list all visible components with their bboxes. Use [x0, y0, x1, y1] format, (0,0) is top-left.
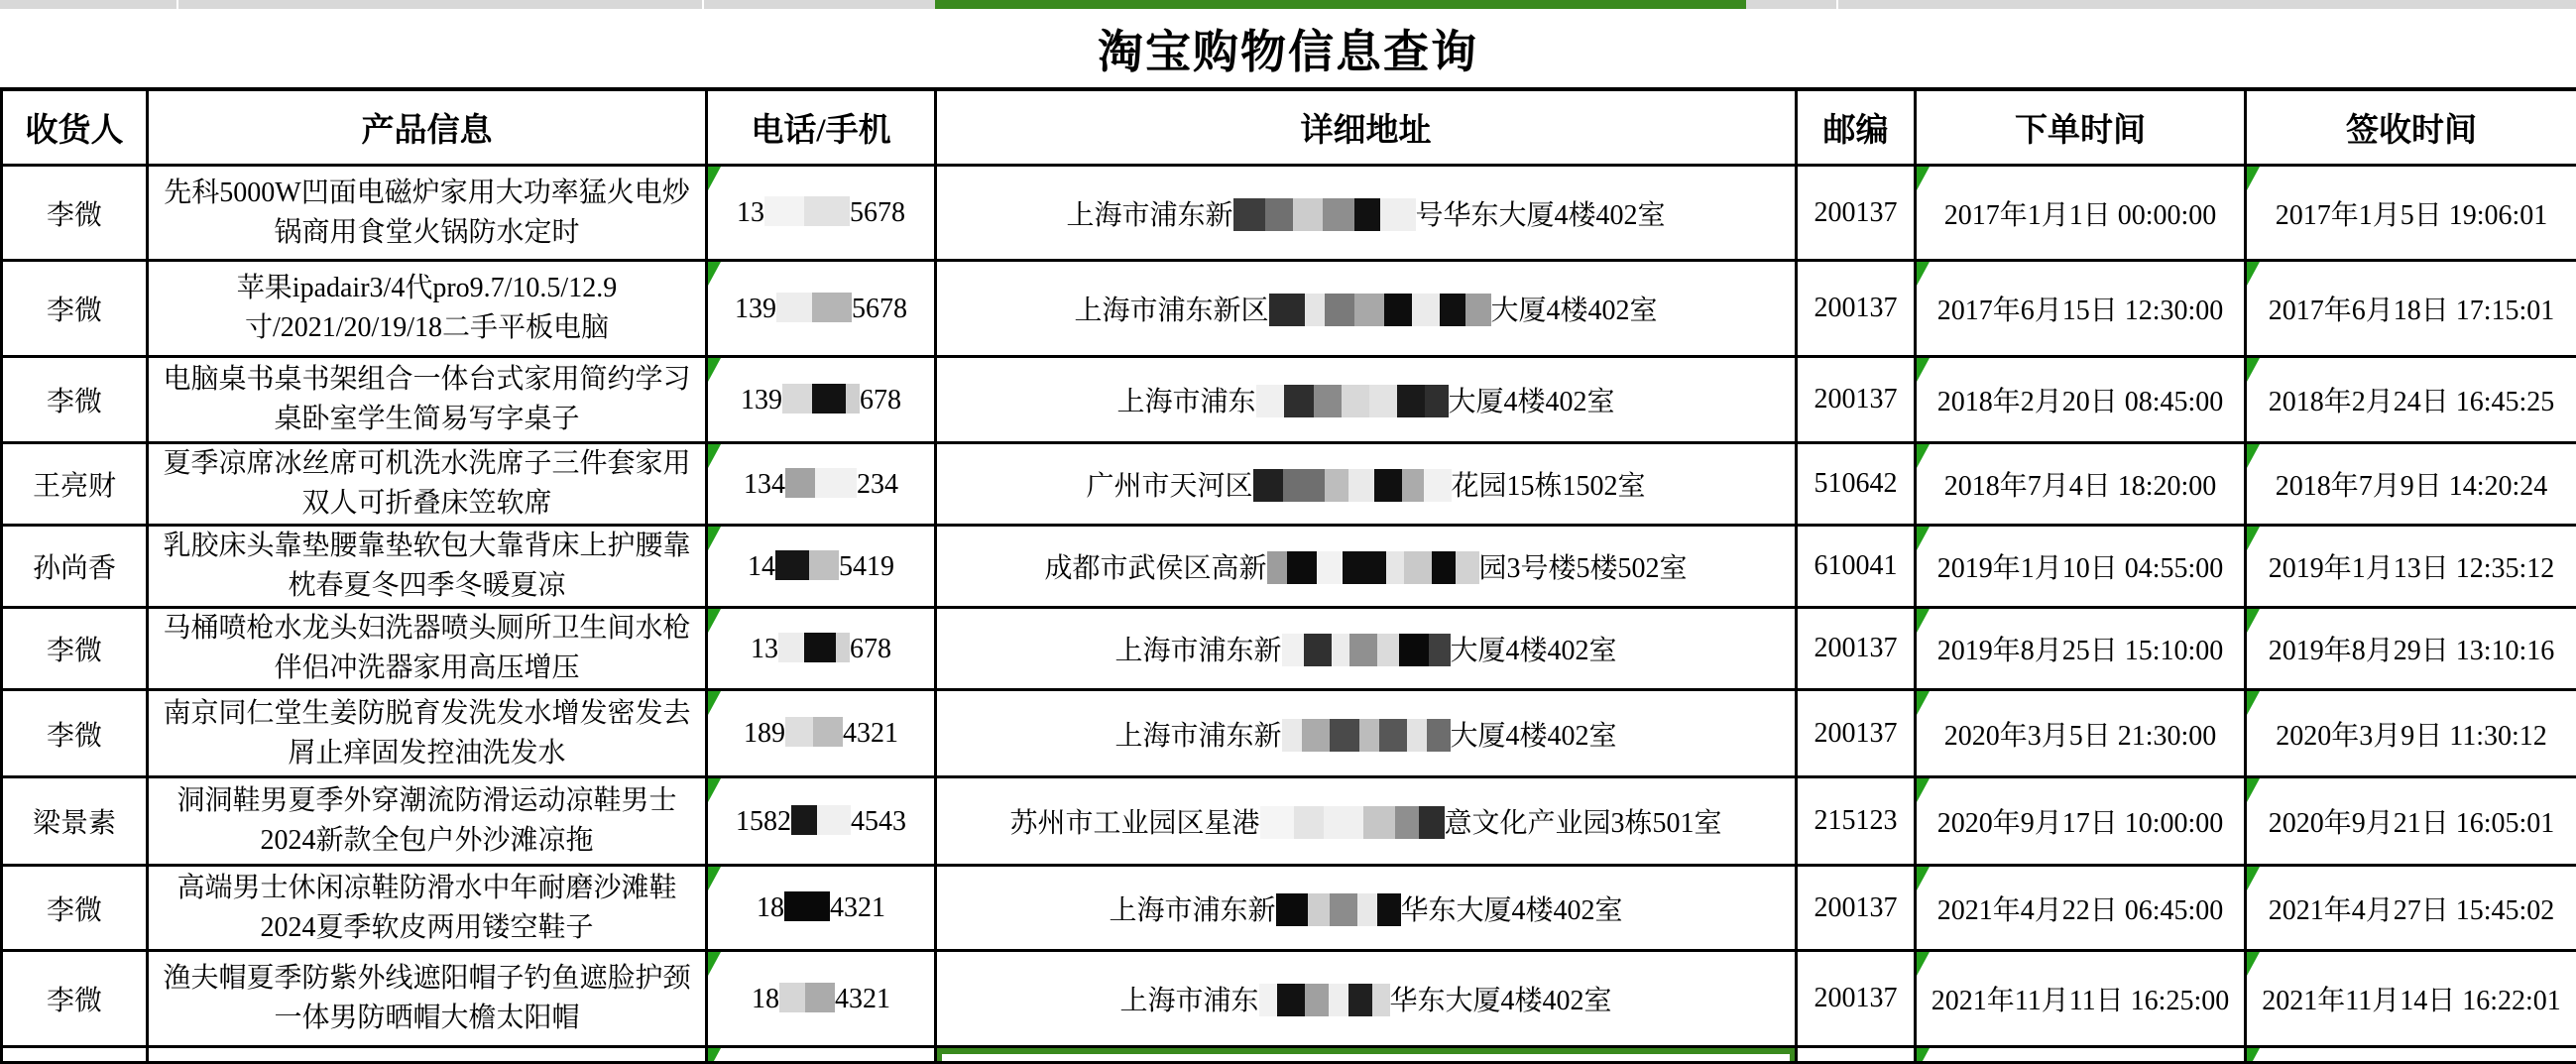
order-time-text: 2019年1月10日 04:55:00 — [1937, 553, 2224, 584]
visible-text: 678 — [860, 385, 901, 415]
redaction-block — [785, 468, 815, 498]
cell-receipt-time[interactable] — [2246, 166, 2576, 261]
redaction-block — [812, 293, 852, 322]
redaction-block — [1348, 469, 1374, 502]
cell-recipient[interactable]: 李微 — [2, 951, 148, 1047]
cell-order-time[interactable] — [1916, 166, 2246, 261]
cell-flag-triangle-icon — [1917, 527, 1930, 550]
cell-order-time[interactable] — [1916, 261, 2246, 357]
visible-text: 4321 — [843, 718, 898, 749]
strip-segment — [0, 0, 176, 9]
cell-recipient[interactable]: 李微 — [2, 690, 148, 777]
cell-order-time[interactable] — [1916, 777, 2246, 866]
cell-address[interactable] — [936, 951, 1797, 1047]
visible-text: 大厦4楼402室 — [1451, 721, 1617, 752]
cell-address[interactable] — [936, 357, 1797, 443]
cell-address[interactable] — [936, 443, 1797, 526]
page-title: 淘宝购物信息查询 — [1098, 16, 1478, 81]
receipt-time-text: 2018年7月9日 14:20:24 — [2276, 471, 2548, 502]
redaction-block — [779, 983, 805, 1012]
cell-recipient[interactable]: 李微 — [2, 866, 148, 951]
visible-text: 苏州市工业园区星港 — [1009, 808, 1259, 839]
redaction-block — [805, 983, 835, 1012]
cell-recipient[interactable]: 李微 — [2, 357, 148, 443]
redaction-block — [1253, 469, 1283, 502]
redaction-block — [1332, 634, 1349, 666]
cell-address[interactable] — [936, 166, 1797, 261]
redaction-block — [1419, 806, 1445, 839]
receipt-time-text: 2019年1月13日 12:35:12 — [2269, 553, 2555, 584]
visible-text: 18 — [752, 984, 779, 1014]
strip-segment — [178, 0, 702, 9]
receipt-time-text: 2017年6月18日 17:15:01 — [2269, 296, 2555, 326]
visible-text: 上海市浦东 — [1116, 387, 1255, 417]
table-row — [2, 608, 2576, 690]
redaction-block — [1456, 551, 1479, 584]
cell-zip[interactable]: 510642 — [1797, 443, 1916, 526]
cell-zip[interactable]: 200137 — [1797, 690, 1916, 777]
redaction-block — [1397, 385, 1425, 417]
cell-flag-triangle-icon — [2247, 527, 2260, 550]
redaction-block — [1402, 469, 1424, 502]
cell-order-time[interactable] — [1916, 866, 2246, 951]
redaction-block — [1305, 294, 1325, 326]
redaction-block — [1305, 984, 1329, 1016]
cell-phone[interactable] — [707, 777, 936, 866]
cell-flag-triangle-icon — [708, 1048, 721, 1063]
redaction-block — [1282, 719, 1302, 752]
redaction-block — [1363, 806, 1395, 839]
cell-address[interactable] — [936, 526, 1797, 608]
redaction-block — [1259, 984, 1277, 1016]
redaction-block — [1323, 198, 1354, 231]
visible-text: 5678 — [852, 294, 907, 324]
table-row-partial — [2, 1047, 2576, 1063]
cell-address[interactable] — [936, 777, 1797, 866]
cell-receipt-time[interactable] — [2246, 443, 2576, 526]
cell-receipt-time[interactable] — [2246, 608, 2576, 690]
cell-flag-triangle-icon — [1917, 609, 1930, 633]
header-recipient[interactable]: 收货人 — [2, 89, 148, 166]
redaction-block — [1348, 984, 1372, 1016]
visible-text: 134 — [744, 469, 785, 500]
cell-product[interactable]: 马桶喷枪水龙头妇洗器喷头厕所卫生间水枪伴侣冲洗器家用高压增压 — [148, 608, 707, 690]
table-row — [2, 951, 2576, 1047]
table-row — [2, 777, 2576, 866]
redaction-block — [1380, 198, 1416, 231]
redaction-block — [784, 891, 830, 921]
cell-flag-triangle-icon — [1917, 691, 1930, 715]
cell-flag-triangle-icon — [708, 358, 721, 382]
cell-flag-triangle-icon — [2247, 444, 2260, 468]
redaction-block — [1359, 719, 1379, 752]
receipt-time-text: 2020年3月9日 11:30:12 — [2276, 721, 2547, 752]
cell-address[interactable] — [936, 690, 1797, 777]
cell-order-time[interactable] — [1916, 443, 2246, 526]
redaction-block — [1384, 294, 1412, 326]
cell-product[interactable]: 洞洞鞋男夏季外穿潮流防滑运动凉鞋男士2024新款全包户外沙滩凉拖 — [148, 777, 707, 866]
table-row — [2, 166, 2576, 261]
cell-receipt-time[interactable] — [2246, 1047, 2576, 1063]
cell-recipient[interactable] — [2, 1047, 148, 1063]
redaction-block — [1399, 634, 1429, 666]
cell-product[interactable]: 高端男士休闲凉鞋防滑水中年耐磨沙滩鞋2024夏季软皮两用镂空鞋子 — [148, 866, 707, 951]
cell-receipt-time[interactable] — [2246, 951, 2576, 1047]
cell-flag-triangle-icon — [1917, 778, 1930, 802]
header-phone[interactable]: 电话/手机 — [707, 89, 936, 166]
visible-text: 花园15栋1502室 — [1452, 471, 1646, 502]
cell-phone[interactable] — [707, 608, 936, 690]
redaction-block — [1302, 719, 1330, 752]
order-time-text: 2017年6月15日 12:30:00 — [1937, 296, 2224, 326]
visible-text: 4321 — [830, 892, 885, 923]
cell-order-time[interactable] — [1916, 357, 2246, 443]
cell-flag-triangle-icon — [2247, 1048, 2260, 1063]
order-time-text: 2019年8月25日 15:10:00 — [1937, 636, 2224, 666]
cell-flag-triangle-icon — [2247, 952, 2260, 976]
redaction-block — [1294, 806, 1324, 839]
redaction-block — [1293, 198, 1323, 231]
visible-text: 大厦4楼402室 — [1491, 296, 1658, 326]
redaction-block — [1412, 294, 1440, 326]
cell-flag-triangle-icon — [1917, 167, 1930, 190]
header-product[interactable]: 产品信息 — [148, 89, 707, 166]
cell-flag-triangle-icon — [708, 262, 721, 286]
visible-text: 上海市浦东新 — [1066, 200, 1232, 231]
cell-flag-triangle-icon — [2247, 867, 2260, 890]
redaction-block — [1317, 551, 1343, 584]
visible-text: 4321 — [835, 984, 890, 1014]
redaction-block — [1265, 198, 1293, 231]
cell-flag-triangle-icon — [708, 778, 721, 802]
redaction-block — [1354, 198, 1380, 231]
redaction-block — [1369, 385, 1397, 417]
order-time-text: 2020年9月17日 10:00:00 — [1937, 808, 2224, 839]
cell-phone[interactable] — [707, 357, 936, 443]
redaction-block — [1377, 893, 1401, 926]
redaction-block — [1324, 806, 1363, 839]
cell-zip[interactable]: 610041 — [1797, 526, 1916, 608]
receipt-time-text: 2017年1月5日 19:06:01 — [2276, 200, 2548, 231]
cell-receipt-time[interactable] — [2246, 866, 2576, 951]
cell-recipient[interactable]: 梁景素 — [2, 777, 148, 866]
visible-text: 华东大厦4楼402室 — [1390, 986, 1612, 1016]
visible-text: 园3号楼5楼502室 — [1479, 553, 1688, 584]
cell-product[interactable]: 夏季凉席冰丝席可机洗水洗席子三件套家用双人可折叠床笠软席 — [148, 443, 707, 526]
cell-phone[interactable] — [707, 690, 936, 777]
cell-order-time[interactable] — [1916, 690, 2246, 777]
cell-phone[interactable] — [707, 1047, 936, 1063]
cell-flag-triangle-icon — [1917, 1048, 1930, 1063]
header-zip[interactable]: 邮编 — [1797, 89, 1916, 166]
cell-address[interactable] — [936, 261, 1797, 357]
redaction-block — [1256, 385, 1284, 417]
visible-text: 139 — [741, 385, 782, 415]
cell-flag-triangle-icon — [708, 952, 721, 976]
table-row — [2, 261, 2576, 357]
redaction-block — [1354, 294, 1384, 326]
redaction-block — [1267, 551, 1287, 584]
cell-zip[interactable]: 200137 — [1797, 166, 1916, 261]
cell-zip[interactable]: 200137 — [1797, 357, 1916, 443]
cell-phone[interactable] — [707, 526, 936, 608]
redaction-block — [1465, 294, 1491, 326]
cell-flag-triangle-icon — [708, 527, 721, 550]
redaction-block — [813, 717, 843, 747]
visible-text: 上海市浦东新 — [1114, 636, 1281, 666]
redaction-block — [764, 196, 804, 226]
cell-zip[interactable]: 200137 — [1797, 951, 1916, 1047]
visible-text: 意文化产业园3栋501室 — [1445, 808, 1722, 839]
cell-flag-triangle-icon — [708, 691, 721, 715]
cell-flag-triangle-icon — [2247, 358, 2260, 382]
redaction-block — [804, 196, 850, 226]
title-band — [0, 9, 2576, 87]
visible-text: 上海市浦东新 — [1114, 721, 1281, 752]
redaction-block — [791, 805, 817, 835]
cell-receipt-time[interactable] — [2246, 690, 2576, 777]
order-time-text: 2018年2月20日 08:45:00 — [1937, 387, 2224, 417]
visible-text: 上海市浦东新区 — [1074, 296, 1268, 326]
cell-address[interactable] — [936, 866, 1797, 951]
table-row — [2, 690, 2576, 777]
visible-text: 18 — [757, 892, 784, 923]
cell-product[interactable] — [148, 1047, 707, 1063]
redaction-block — [1407, 719, 1427, 752]
cell-receipt-time[interactable] — [2246, 777, 2576, 866]
cell-address[interactable] — [936, 608, 1797, 690]
redaction-block — [1233, 198, 1265, 231]
strip-segment — [1838, 0, 2576, 9]
cell-flag-triangle-icon — [2247, 167, 2260, 190]
visible-text: 号华东大厦4楼402室 — [1416, 200, 1666, 231]
redaction-block — [1284, 385, 1314, 417]
redaction-block — [775, 550, 809, 580]
redaction-block — [1374, 469, 1402, 502]
header-order-time[interactable]: 下单时间 — [1916, 89, 2246, 166]
cell-order-time[interactable] — [1916, 608, 2246, 690]
redaction-block — [785, 717, 813, 747]
receipt-time-text: 2021年4月27日 15:45:02 — [2269, 895, 2555, 926]
cell-flag-triangle-icon — [2247, 691, 2260, 715]
cell-flag-triangle-icon — [708, 167, 721, 190]
cell-zip[interactable]: 200137 — [1797, 261, 1916, 357]
strip-segment — [1746, 0, 1836, 9]
visible-text: 13 — [751, 634, 778, 664]
redaction-block — [776, 293, 812, 322]
cell-flag-triangle-icon — [708, 444, 721, 468]
table-header-row — [2, 89, 2576, 166]
cell-product[interactable]: 渔夫帽夏季防紫外线遮阳帽子钓鱼遮脸护颈一体男防晒帽大檐太阳帽 — [148, 951, 707, 1047]
cell-recipient[interactable]: 李微 — [2, 166, 148, 261]
orders-table — [0, 87, 2576, 1064]
visible-text: 广州市天河区 — [1086, 471, 1252, 502]
visible-text: 678 — [850, 634, 891, 664]
cell-phone[interactable] — [707, 261, 936, 357]
order-time-text: 2018年7月4日 18:20:00 — [1944, 471, 2217, 502]
visible-text: 234 — [857, 469, 898, 500]
visible-text: 上海市浦东 — [1119, 986, 1258, 1016]
visible-text: 189 — [744, 718, 785, 749]
redaction-block — [1276, 893, 1308, 926]
redaction-block — [1283, 469, 1325, 502]
strip-segment — [704, 0, 935, 9]
cell-flag-triangle-icon — [1917, 867, 1930, 890]
cell-phone[interactable] — [707, 951, 936, 1047]
redaction-block — [1260, 806, 1294, 839]
redaction-block — [809, 550, 839, 580]
cell-flag-triangle-icon — [2247, 609, 2260, 633]
redaction-block — [1395, 806, 1419, 839]
redaction-block — [1287, 551, 1317, 584]
visible-text: 139 — [735, 294, 776, 324]
table-row — [2, 526, 2576, 608]
header-receipt-time[interactable]: 签收时间 — [2246, 89, 2576, 166]
redaction-block — [1330, 719, 1359, 752]
visible-text: 5678 — [850, 197, 905, 228]
sheet-top-strip — [0, 0, 2576, 9]
cell-recipient[interactable]: 李微 — [2, 608, 148, 690]
cell-flag-triangle-icon — [1917, 444, 1930, 468]
redaction-block — [778, 633, 804, 662]
cell-receipt-time[interactable] — [2246, 261, 2576, 357]
redaction-block — [1269, 294, 1305, 326]
cell-receipt-time[interactable] — [2246, 526, 2576, 608]
redaction-block — [1379, 719, 1407, 752]
redaction-block — [804, 633, 836, 662]
redaction-block — [1325, 294, 1354, 326]
cell-flag-triangle-icon — [708, 609, 721, 633]
redaction-block — [815, 468, 857, 498]
visible-text: 5419 — [839, 551, 894, 582]
cell-zip[interactable]: 200137 — [1797, 608, 1916, 690]
redaction-block — [1308, 893, 1330, 926]
visible-text: 4543 — [851, 806, 906, 837]
order-time-text: 2017年1月1日 00:00:00 — [1944, 200, 2217, 231]
cell-flag-triangle-icon — [1917, 262, 1930, 286]
table-row — [2, 866, 2576, 951]
redaction-block — [1314, 385, 1342, 417]
receipt-time-text: 2018年2月24日 16:45:25 — [2269, 387, 2555, 417]
redaction-block — [1329, 984, 1348, 1016]
redaction-block — [782, 384, 812, 414]
redaction-block — [1425, 385, 1449, 417]
cell-phone[interactable] — [707, 866, 936, 951]
cell-zip[interactable] — [1797, 1047, 1916, 1063]
redaction-block — [1372, 984, 1390, 1016]
redaction-block — [812, 384, 846, 414]
redaction-block — [1304, 634, 1332, 666]
strip-green-segment — [935, 0, 1746, 9]
redaction-block — [1277, 984, 1305, 1016]
redaction-block — [1282, 634, 1304, 666]
receipt-time-text: 2021年11月14日 16:22:01 — [2262, 986, 2561, 1016]
header-address[interactable]: 详细地址 — [936, 89, 1797, 166]
cell-flag-triangle-icon — [2247, 262, 2260, 286]
visible-text: 大厦4楼402室 — [1451, 636, 1617, 666]
table-row — [2, 357, 2576, 443]
cell-order-time[interactable] — [1916, 526, 2246, 608]
redaction-block — [1343, 551, 1386, 584]
redaction-block — [1357, 893, 1377, 926]
cell-flag-triangle-icon — [1917, 358, 1930, 382]
cell-product[interactable]: 乳胶床头靠垫腰靠垫软包大靠背床上护腰靠枕春夏冬四季冬暖夏凉 — [148, 526, 707, 608]
cell-order-time[interactable] — [1916, 1047, 2246, 1063]
redaction-block — [1377, 634, 1399, 666]
cell-recipient[interactable]: 李微 — [2, 261, 148, 357]
cell-address-selected[interactable] — [936, 1047, 1797, 1063]
visible-text: 14 — [748, 551, 775, 582]
cell-phone[interactable] — [707, 443, 936, 526]
redaction-block — [1427, 719, 1451, 752]
cell-product[interactable]: 电脑桌书桌书架组合一体台式家用简约学习桌卧室学生简易写字桌子 — [148, 357, 707, 443]
visible-text: 上海市浦东新 — [1109, 895, 1275, 926]
redaction-block — [1429, 634, 1451, 666]
order-time-text: 2021年4月22日 06:45:00 — [1937, 895, 2224, 926]
cell-product[interactable]: 先科5000W凹面电磁炉家用大功率猛火电炒锅商用食堂火锅防水定时 — [148, 166, 707, 261]
redaction-block — [1404, 551, 1432, 584]
visible-text: 1582 — [736, 806, 791, 837]
redaction-block — [1349, 634, 1377, 666]
cell-phone[interactable] — [707, 166, 936, 261]
redaction-block — [817, 805, 851, 835]
redaction-block — [1386, 551, 1404, 584]
cell-recipient[interactable]: 孙尚香 — [2, 526, 148, 608]
visible-text: 成都市武侯区高新 — [1044, 553, 1266, 584]
order-time-text: 2020年3月5日 21:30:00 — [1944, 721, 2217, 752]
redaction-block — [846, 384, 860, 414]
redaction-block — [1424, 469, 1452, 502]
cell-zip[interactable]: 215123 — [1797, 777, 1916, 866]
cell-recipient[interactable]: 王亮财 — [2, 443, 148, 526]
receipt-time-text: 2019年8月29日 13:10:16 — [2269, 636, 2555, 666]
receipt-time-text: 2020年9月21日 16:05:01 — [2269, 808, 2555, 839]
visible-text: 华东大厦4楼402室 — [1401, 895, 1623, 926]
redaction-block — [1325, 469, 1348, 502]
cell-flag-triangle-icon — [708, 867, 721, 890]
redaction-block — [1440, 294, 1465, 326]
cell-flag-triangle-icon — [1917, 952, 1930, 976]
cell-order-time[interactable] — [1916, 951, 2246, 1047]
cell-product[interactable]: 苹果ipadair3/4代pro9.7/10.5/12.9寸/2021/20/19/18二手平板电脑 — [148, 261, 707, 357]
redaction-block — [836, 633, 850, 662]
cell-receipt-time[interactable] — [2246, 357, 2576, 443]
cell-zip[interactable]: 200137 — [1797, 866, 1916, 951]
redaction-block — [1330, 893, 1357, 926]
cell-product[interactable]: 南京同仁堂生姜防脱育发洗发水增发密发去屑止痒固发控油洗发水 — [148, 690, 707, 777]
visible-text: 大厦4楼402室 — [1449, 387, 1615, 417]
visible-text: 13 — [737, 197, 764, 228]
order-time-text: 2021年11月11日 16:25:00 — [1932, 986, 2229, 1016]
redaction-block — [1432, 551, 1456, 584]
redaction-block — [1342, 385, 1369, 417]
table-row — [2, 443, 2576, 526]
cell-flag-triangle-icon — [2247, 778, 2260, 802]
